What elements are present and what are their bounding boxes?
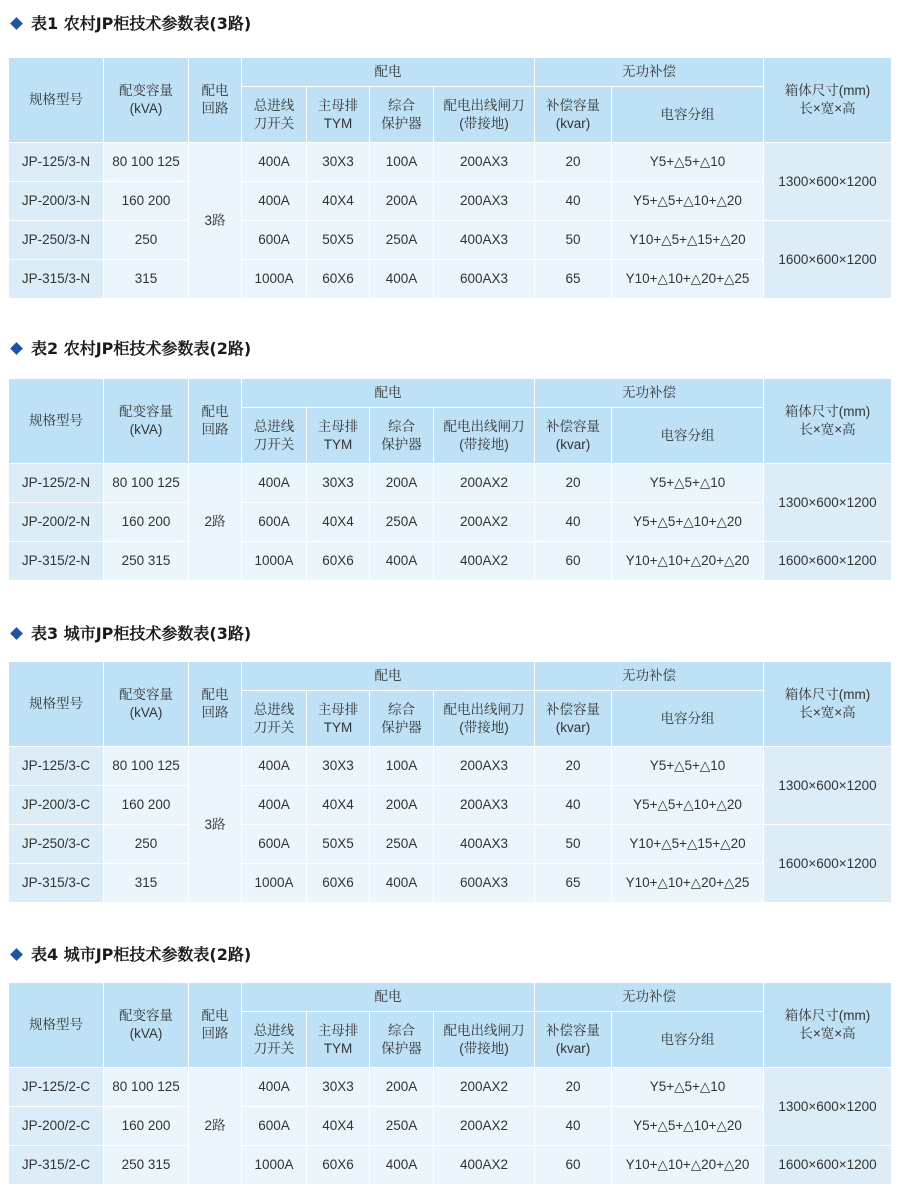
table-row <box>9 542 892 581</box>
header-main-switch: 总进线 刀开关 <box>242 691 307 747</box>
cell-busbar: 30X3 <box>307 747 370 786</box>
cell-main-switch: 400A <box>242 747 307 786</box>
cell-capacity: 160 200 <box>104 1107 189 1146</box>
table-title-text: 表1 农村JP柜技术参数表(3路) <box>31 14 252 33</box>
table-title <box>10 943 251 967</box>
cell-size: 1300×600×1200 <box>764 1068 892 1146</box>
header-protector: 综合 保护器 <box>370 87 434 143</box>
table-row <box>9 786 892 825</box>
cell-main-switch: 600A <box>242 1107 307 1146</box>
cell-cap-group: Y10+△10+△20+△20 <box>612 1146 764 1185</box>
header-outgoing: 配电出线闸刀 (带接地) <box>434 1012 535 1068</box>
header-model: 规格型号 <box>9 379 104 464</box>
cell-protector: 400A <box>370 542 434 581</box>
header-comp-capacity: 补偿容量 (kvar) <box>535 691 612 747</box>
header-cap-group: 电容分组 <box>612 408 764 464</box>
cell-protector: 100A <box>370 747 434 786</box>
cell-comp-capacity: 20 <box>535 464 612 503</box>
cell-model: JP-125/2-C <box>9 1068 104 1107</box>
cell-cap-group: Y5+△5+△10+△20 <box>612 182 764 221</box>
cell-busbar: 40X4 <box>307 182 370 221</box>
cell-capacity: 80 100 125 <box>104 143 189 182</box>
cell-circuits: 2路 <box>189 1068 242 1185</box>
cell-busbar: 40X4 <box>307 1107 370 1146</box>
cell-cap-group: Y5+△5+△10+△20 <box>612 786 764 825</box>
cell-main-switch: 400A <box>242 464 307 503</box>
cell-capacity: 160 200 <box>104 503 189 542</box>
spec-table <box>8 57 892 299</box>
header-compensation: 无功补偿 <box>535 983 764 1012</box>
cell-capacity: 80 100 125 <box>104 1068 189 1107</box>
cell-main-switch: 400A <box>242 182 307 221</box>
cell-comp-capacity: 40 <box>535 182 612 221</box>
header-busbar: 主母排 TYM <box>307 408 370 464</box>
diamond-bullet-icon <box>10 948 23 961</box>
cell-size: 1600×600×1200 <box>764 825 892 903</box>
cell-circuits: 2路 <box>189 464 242 581</box>
cell-protector: 400A <box>370 1146 434 1185</box>
cell-capacity: 250 315 <box>104 542 189 581</box>
cell-busbar: 60X6 <box>307 260 370 299</box>
table-row <box>9 464 892 503</box>
cell-outgoing: 400AX2 <box>434 542 535 581</box>
cell-outgoing: 600AX3 <box>434 864 535 903</box>
header-capacity: 配变容量 (kVA) <box>104 58 189 143</box>
cell-main-switch: 1000A <box>242 864 307 903</box>
cell-outgoing: 200AX3 <box>434 786 535 825</box>
cell-busbar: 60X6 <box>307 864 370 903</box>
header-row <box>9 983 892 1012</box>
cell-capacity: 315 <box>104 260 189 299</box>
cell-protector: 250A <box>370 503 434 542</box>
cell-cap-group: Y5+△5+△10 <box>612 464 764 503</box>
cell-model: JP-125/3-N <box>9 143 104 182</box>
cell-comp-capacity: 20 <box>535 1068 612 1107</box>
cell-comp-capacity: 60 <box>535 542 612 581</box>
header-busbar: 主母排 TYM <box>307 1012 370 1068</box>
cell-protector: 400A <box>370 260 434 299</box>
cell-outgoing: 400AX3 <box>434 221 535 260</box>
table-row <box>9 747 892 786</box>
cell-model: JP-250/3-C <box>9 825 104 864</box>
diamond-bullet-icon <box>10 17 23 30</box>
cell-comp-capacity: 40 <box>535 1107 612 1146</box>
header-size: 箱体尺寸(mm) 长×宽×高 <box>764 983 892 1068</box>
table-row <box>9 1146 892 1185</box>
cell-model: JP-200/3-N <box>9 182 104 221</box>
cell-busbar: 50X5 <box>307 825 370 864</box>
table-title <box>10 12 251 36</box>
cell-outgoing: 200AX3 <box>434 182 535 221</box>
cell-busbar: 40X4 <box>307 786 370 825</box>
table-row <box>9 182 892 221</box>
cell-model: JP-125/2-N <box>9 464 104 503</box>
cell-main-switch: 400A <box>242 786 307 825</box>
table-row <box>9 864 892 903</box>
cell-busbar: 50X5 <box>307 221 370 260</box>
header-comp-capacity: 补偿容量 (kvar) <box>535 87 612 143</box>
table-title <box>10 622 251 646</box>
cell-model: JP-200/2-C <box>9 1107 104 1146</box>
table-title <box>10 337 251 361</box>
cell-protector: 250A <box>370 1107 434 1146</box>
cell-model: JP-200/3-C <box>9 786 104 825</box>
cell-protector: 400A <box>370 864 434 903</box>
header-size: 箱体尺寸(mm) 长×宽×高 <box>764 662 892 747</box>
spec-table <box>8 378 892 581</box>
header-busbar: 主母排 TYM <box>307 691 370 747</box>
cell-cap-group: Y10+△10+△20+△25 <box>612 260 764 299</box>
cell-outgoing: 400AX3 <box>434 825 535 864</box>
cell-cap-group: Y5+△5+△10 <box>612 143 764 182</box>
header-main-switch: 总进线 刀开关 <box>242 408 307 464</box>
table-title-text: 表3 城市JP柜技术参数表(3路) <box>31 624 252 643</box>
cell-outgoing: 200AX3 <box>434 143 535 182</box>
cell-protector: 200A <box>370 1068 434 1107</box>
cell-comp-capacity: 50 <box>535 221 612 260</box>
table-row <box>9 825 892 864</box>
header-compensation: 无功补偿 <box>535 662 764 691</box>
cell-main-switch: 400A <box>242 143 307 182</box>
header-comp-capacity: 补偿容量 (kvar) <box>535 408 612 464</box>
header-distribution: 配电 <box>242 379 535 408</box>
header-protector: 综合 保护器 <box>370 408 434 464</box>
table-row <box>9 221 892 260</box>
cell-main-switch: 1000A <box>242 260 307 299</box>
cell-outgoing: 200AX2 <box>434 1068 535 1107</box>
cell-cap-group: Y10+△10+△20+△25 <box>612 864 764 903</box>
cell-busbar: 30X3 <box>307 143 370 182</box>
header-protector: 综合 保护器 <box>370 691 434 747</box>
cell-cap-group: Y5+△5+△10 <box>612 747 764 786</box>
cell-model: JP-125/3-C <box>9 747 104 786</box>
cell-busbar: 30X3 <box>307 464 370 503</box>
header-circuits: 配电 回路 <box>189 983 242 1068</box>
cell-model: JP-315/3-N <box>9 260 104 299</box>
cell-cap-group: Y5+△5+△10+△20 <box>612 1107 764 1146</box>
header-circuits: 配电 回路 <box>189 662 242 747</box>
header-capacity: 配变容量 (kVA) <box>104 379 189 464</box>
cell-comp-capacity: 20 <box>535 143 612 182</box>
spec-table <box>8 982 892 1185</box>
cell-protector: 200A <box>370 786 434 825</box>
cell-main-switch: 1000A <box>242 542 307 581</box>
cell-circuits: 3路 <box>189 747 242 903</box>
cell-comp-capacity: 40 <box>535 503 612 542</box>
table-title-text: 表4 城市JP柜技术参数表(2路) <box>31 945 252 964</box>
cell-capacity: 160 200 <box>104 786 189 825</box>
cell-size: 1300×600×1200 <box>764 747 892 825</box>
header-main-switch: 总进线 刀开关 <box>242 87 307 143</box>
cell-model: JP-315/2-C <box>9 1146 104 1185</box>
header-capacity: 配变容量 (kVA) <box>104 983 189 1068</box>
cell-size: 1300×600×1200 <box>764 143 892 221</box>
cell-size: 1600×600×1200 <box>764 221 892 299</box>
cell-protector: 100A <box>370 143 434 182</box>
cell-busbar: 60X6 <box>307 542 370 581</box>
header-row <box>9 379 892 408</box>
cell-main-switch: 600A <box>242 825 307 864</box>
cell-capacity: 315 <box>104 864 189 903</box>
cell-size: 1600×600×1200 <box>764 1146 892 1185</box>
header-size: 箱体尺寸(mm) 长×宽×高 <box>764 379 892 464</box>
cell-cap-group: Y5+△5+△10+△20 <box>612 503 764 542</box>
diamond-bullet-icon <box>10 342 23 355</box>
cell-main-switch: 400A <box>242 1068 307 1107</box>
header-cap-group: 电容分组 <box>612 691 764 747</box>
cell-comp-capacity: 40 <box>535 786 612 825</box>
cell-model: JP-315/3-C <box>9 864 104 903</box>
cell-cap-group: Y10+△10+△20+△20 <box>612 542 764 581</box>
header-distribution: 配电 <box>242 983 535 1012</box>
cell-capacity: 250 315 <box>104 1146 189 1185</box>
cell-comp-capacity: 20 <box>535 747 612 786</box>
cell-circuits: 3路 <box>189 143 242 299</box>
header-model: 规格型号 <box>9 662 104 747</box>
cell-busbar: 40X4 <box>307 503 370 542</box>
cell-model: JP-250/3-N <box>9 221 104 260</box>
cell-outgoing: 200AX3 <box>434 747 535 786</box>
cell-protector: 200A <box>370 464 434 503</box>
cell-capacity: 80 100 125 <box>104 464 189 503</box>
header-compensation: 无功补偿 <box>535 58 764 87</box>
header-size: 箱体尺寸(mm) 长×宽×高 <box>764 58 892 143</box>
cell-outgoing: 600AX3 <box>434 260 535 299</box>
cell-outgoing: 200AX2 <box>434 1107 535 1146</box>
cell-main-switch: 600A <box>242 503 307 542</box>
header-cap-group: 电容分组 <box>612 87 764 143</box>
header-model: 规格型号 <box>9 983 104 1068</box>
header-distribution: 配电 <box>242 662 535 691</box>
header-cap-group: 电容分组 <box>612 1012 764 1068</box>
table-title-text: 表2 农村JP柜技术参数表(2路) <box>31 339 252 358</box>
header-model: 规格型号 <box>9 58 104 143</box>
cell-cap-group: Y10+△5+△15+△20 <box>612 221 764 260</box>
cell-model: JP-315/2-N <box>9 542 104 581</box>
cell-capacity: 80 100 125 <box>104 747 189 786</box>
spec-table <box>8 661 892 903</box>
cell-main-switch: 1000A <box>242 1146 307 1185</box>
cell-size: 1600×600×1200 <box>764 542 892 581</box>
cell-comp-capacity: 60 <box>535 1146 612 1185</box>
cell-capacity: 160 200 <box>104 182 189 221</box>
header-capacity: 配变容量 (kVA) <box>104 662 189 747</box>
cell-protector: 250A <box>370 825 434 864</box>
table-row <box>9 1107 892 1146</box>
cell-capacity: 250 <box>104 221 189 260</box>
cell-outgoing: 400AX2 <box>434 1146 535 1185</box>
cell-size: 1300×600×1200 <box>764 464 892 542</box>
header-outgoing: 配电出线闸刀 (带接地) <box>434 691 535 747</box>
cell-capacity: 250 <box>104 825 189 864</box>
diamond-bullet-icon <box>10 627 23 640</box>
header-row <box>9 58 892 87</box>
header-distribution: 配电 <box>242 58 535 87</box>
cell-comp-capacity: 65 <box>535 260 612 299</box>
header-circuits: 配电 回路 <box>189 58 242 143</box>
header-main-switch: 总进线 刀开关 <box>242 1012 307 1068</box>
cell-comp-capacity: 50 <box>535 825 612 864</box>
table-row <box>9 143 892 182</box>
cell-cap-group: Y10+△5+△15+△20 <box>612 825 764 864</box>
header-protector: 综合 保护器 <box>370 1012 434 1068</box>
cell-cap-group: Y5+△5+△10 <box>612 1068 764 1107</box>
cell-protector: 250A <box>370 221 434 260</box>
header-comp-capacity: 补偿容量 (kvar) <box>535 1012 612 1068</box>
header-compensation: 无功补偿 <box>535 379 764 408</box>
table-row <box>9 260 892 299</box>
header-outgoing: 配电出线闸刀 (带接地) <box>434 87 535 143</box>
table-row <box>9 503 892 542</box>
cell-busbar: 30X3 <box>307 1068 370 1107</box>
cell-main-switch: 600A <box>242 221 307 260</box>
header-circuits: 配电 回路 <box>189 379 242 464</box>
cell-outgoing: 200AX2 <box>434 503 535 542</box>
cell-protector: 200A <box>370 182 434 221</box>
header-busbar: 主母排 TYM <box>307 87 370 143</box>
cell-outgoing: 200AX2 <box>434 464 535 503</box>
header-outgoing: 配电出线闸刀 (带接地) <box>434 408 535 464</box>
header-row <box>9 662 892 691</box>
cell-comp-capacity: 65 <box>535 864 612 903</box>
cell-busbar: 60X6 <box>307 1146 370 1185</box>
table-row <box>9 1068 892 1107</box>
cell-model: JP-200/2-N <box>9 503 104 542</box>
